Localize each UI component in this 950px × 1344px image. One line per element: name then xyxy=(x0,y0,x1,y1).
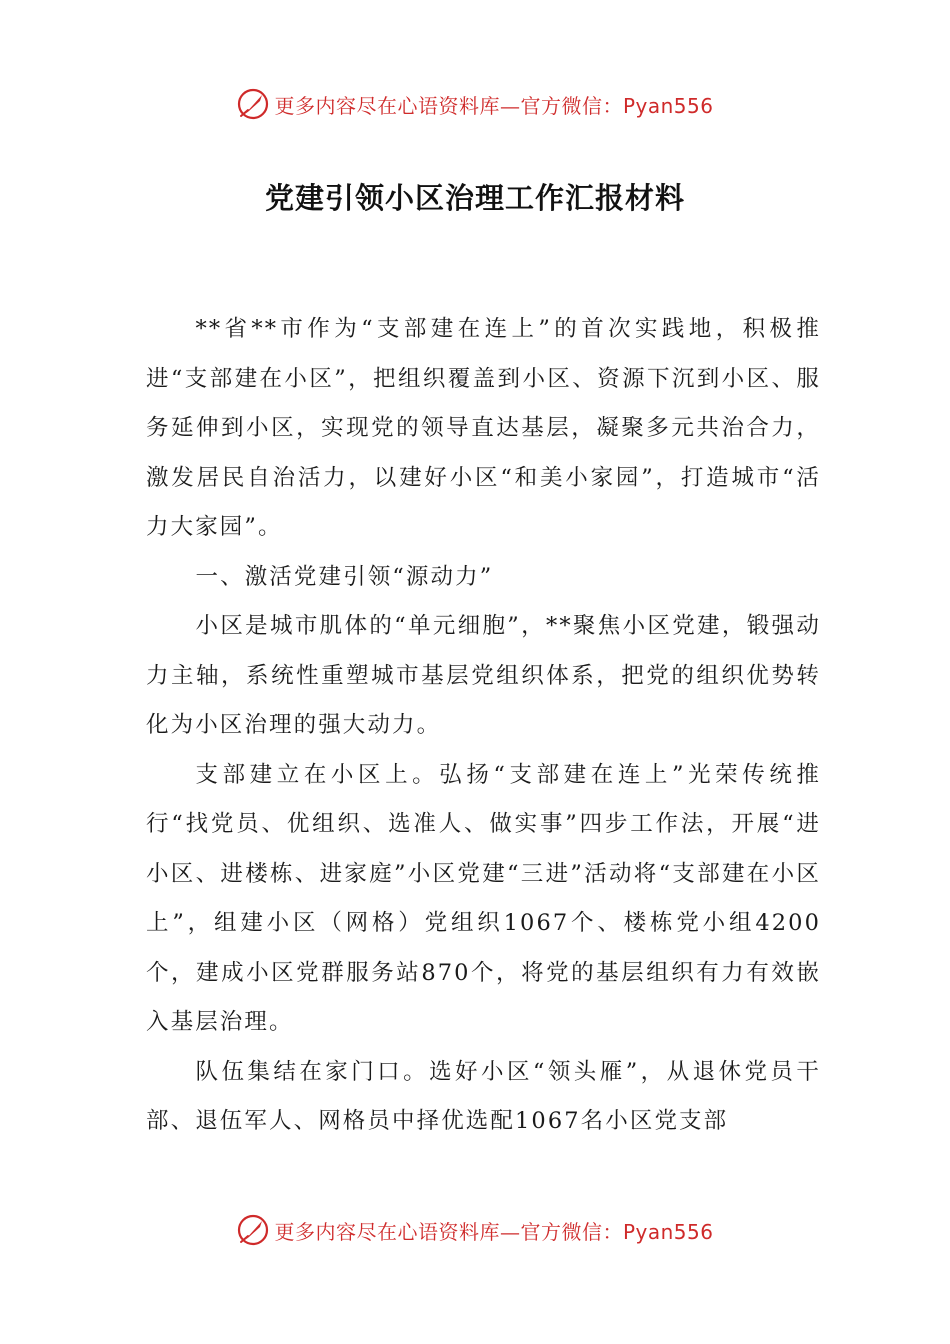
paragraph-intro: **省**市作为“支部建在连上”的首次实践地，积极推进“支部建在小区”，把组织覆盖到小区、资源下沉到小区、服务延伸到小区，实现党的领导直达基层，凝聚多元共治合力，激发居民自治活力，以建好小区“和美小家园”，打造城市“活力大家园”。 xyxy=(146,316,821,540)
header-banner-text xyxy=(274,90,713,119)
footer-banner-dash: — xyxy=(499,1219,521,1244)
footer-banner-main: 更多内容尽在心语资料库 xyxy=(274,1219,500,1244)
header-banner xyxy=(0,84,950,124)
quill-logo-icon xyxy=(236,1213,270,1247)
header-banner-wechat: 官方微信：Pyan556 xyxy=(520,93,714,118)
header-banner-dash: — xyxy=(499,93,521,118)
footer-banner-text xyxy=(274,1216,713,1245)
header-banner-main: 更多内容尽在心语资料库 xyxy=(274,93,500,118)
paragraph-branch-in-community: 支部建立在小区上。弘扬“支部建在连上”光荣传统推行“找党员、优组织、选准人、做实事”四步工作法，开展“进小区、进楼栋、进家庭”小区党建“三进”活动将“支部建在小区上”，组建小区（网格）党组织1067个、楼栋党小组4200个，建成小区党群服务站870个，将党的基层组织有力有效嵌入基层治理。 xyxy=(146,761,821,1035)
paragraph-section-1: 小区是城市肌体的“单元细胞”，**聚焦小区党建，锻强动力主轴，系统性重塑城市基层党组织体系，把党的组织优势转化为小区治理的强大动力。 xyxy=(146,613,821,738)
document-title: 党建引领小区治理工作汇报材料 xyxy=(264,181,685,215)
document-body xyxy=(146,305,821,1147)
section-heading-1: 一、激活党建引领“源动力” xyxy=(195,563,494,590)
quill-logo-icon xyxy=(236,87,270,121)
paragraph-team-at-doorstep: 队伍集结在家门口。选好小区“领头雁”，从退休党员干部、退伍军人、网格员中择优选配1067名小区党支部 xyxy=(146,1058,821,1134)
footer-banner-wechat: 官方微信：Pyan556 xyxy=(520,1219,714,1244)
footer-banner xyxy=(0,1210,950,1250)
